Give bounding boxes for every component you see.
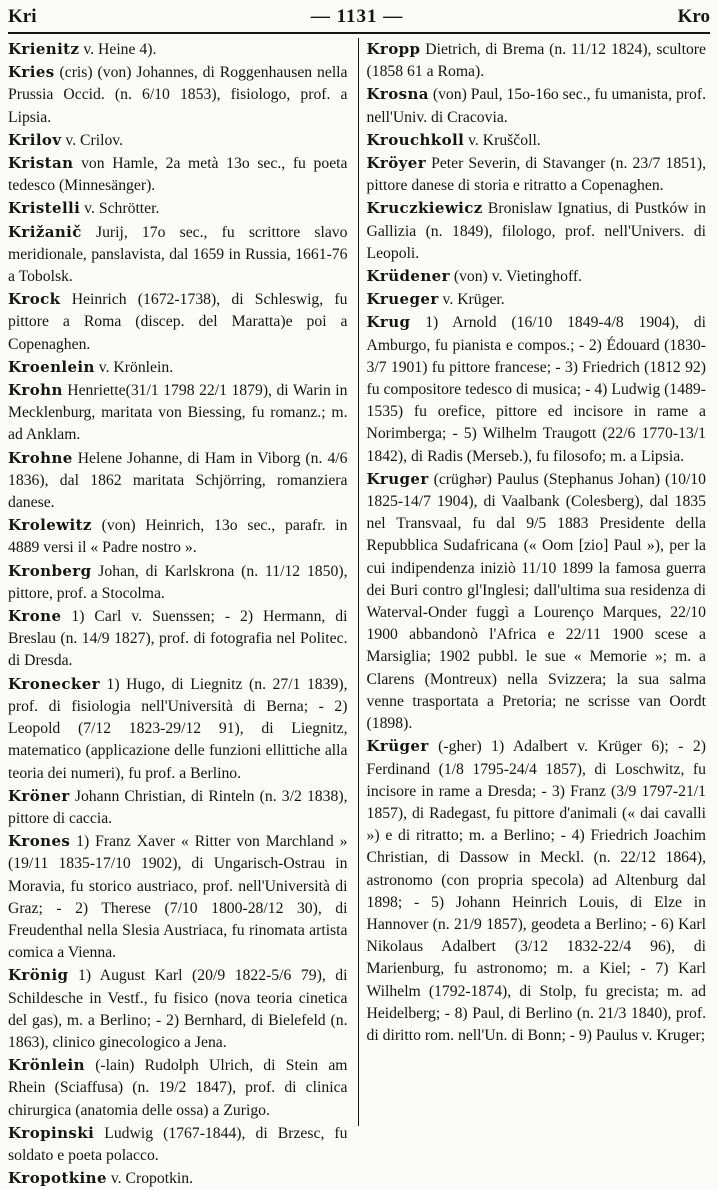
- entry-text: Johan, di Karlskrona (n. 11/12 1850), pittore, prof. a Stocolma.: [8, 562, 348, 602]
- entry-text: Dietrich, di Brema (n. 11/12 1824), scultore (1858 61 a Roma).: [366, 41, 706, 81]
- headword: Krock: [8, 290, 61, 309]
- entry-text: (-gher) 1) Adalbert v. Krüger 6); - 2) Ferdinand (1/8 1795-24/4 1857), di Loschwitz, fu incisore in rame a Dresda; - 3) Franz (3/9 1797-21/1 1857), di Radegast, fu pittore d'animali (« dai cavalli ») e di ritratto; m. a Berlino; - 4) Friedrich Joachim Christian, di Dassow in Meckl. (n. 22/12 1864), astronomo (con propria specola) ad Altenburg dal 1898; - 5) Johann Heinrich Louis, di Elze in Hannover (n. 21/9 1857), geodeta a Berlino; - 6) Karl Nikolaus Adalbert (3/12 1832-22/4 96), di Marienburg, fu astronomo; m. a Kiel; - 7) Karl Wilhelm (1792-1874), di Stolp, fu grecista; m. ad Heidelberg; - 8) Paul, di Berlino (n. 21/3 1840), prof. di diritto rom. nell'Un. di Bonn; - 9) Paulus v. Kruger;: [366, 738, 706, 1044]
- headword: Krohne: [8, 448, 73, 467]
- entry-text: 1) August Karl (20/9 1822-5/6 79), di Schildesche in Vestf., fu fisico (nova teoria cinetica del gas), m. a Berlino; - 2) Bernhard, di Bielefeld (n. 1863), clinico ginecologico a Jena.: [8, 967, 348, 1051]
- headword: Krohn: [8, 381, 63, 400]
- entry: [367, 735, 707, 1047]
- entry-text: Heinrich (1672-1738), di Schleswig, fu pittore a Roma (discep. del Maratta)e poi a Copenaghen.: [8, 291, 348, 353]
- headword: Kropinski: [8, 1123, 95, 1142]
- entry-text: Jurij, 17o sec., fu scrittore slavo meridionale, panslavista, dal 1659 in Russia, 1661-76 a Tobolsk.: [8, 223, 348, 286]
- entry: [367, 152, 707, 197]
- entry-text: Johann Christian, di Rinteln (n. 3/2 1838), pittore di caccia.: [8, 787, 348, 827]
- headword: Krug: [366, 313, 411, 332]
- headword: Kronecker: [8, 674, 100, 693]
- headword: Krouchkoll: [366, 130, 465, 149]
- entry: [8, 221, 348, 289]
- entry: [367, 468, 707, 735]
- entry: [8, 1167, 348, 1190]
- entry-text: 1) Hugo, di Liegnitz (n. 27/1 1839), prof. di fisiologia nell'Università di Berna; - 2) Leopold (7/12 1823-29/12 91), di Liegnitz, matematico (applicazione delle funzioni ellittiche alla teoria dei numeri), fu prof. a Berlino.: [8, 675, 348, 782]
- entry: [8, 1054, 348, 1122]
- headword: Krosna: [366, 85, 429, 104]
- headword: Krienitz: [8, 40, 80, 58]
- entry: [8, 1122, 348, 1167]
- headword: Krolewitz: [8, 516, 92, 535]
- headword: Krüdener: [366, 267, 450, 286]
- entry: [8, 560, 348, 605]
- headword: Krönig: [8, 966, 69, 985]
- entry: [367, 265, 707, 288]
- headword: Kropp: [366, 40, 421, 58]
- entry: [367, 129, 707, 152]
- left-column: [8, 38, 359, 1188]
- headword: Krüger: [366, 737, 429, 756]
- headword: Kruczkiewicz: [366, 199, 483, 218]
- entry-text: v. Schrötter.: [80, 200, 160, 218]
- entry-text: v. Krönlein.: [94, 358, 174, 376]
- entry-text: v. Heine 4).: [79, 41, 157, 58]
- entry: [8, 356, 348, 379]
- entry: [367, 197, 707, 265]
- headword: Kröyer: [366, 154, 427, 173]
- entry: [8, 830, 348, 964]
- headword: Krueger: [366, 290, 439, 309]
- entry: [8, 447, 348, 515]
- entry-text: 1) Franz Xaver « Ritter von Marchland » (19/11 1835-17/10 1902), di Ungarisch-Ostrau in Moravia, fu storico austriaco, prof. nell'Università di Graz; - 2) Therese (7/10 1800-28/12 30), di Freudenthal nella Slesia Austriaca, fu rinomata artista comica a Vienna.: [8, 833, 348, 962]
- right-column: [359, 38, 713, 1126]
- header-left-guide-word: Kri: [8, 6, 37, 27]
- entry-text: Helene Johanne, di Ham in Viborg (n. 4/6 1836), dal 1862 maritata Schjörring, romanziera danese.: [8, 449, 348, 512]
- headword: Krönlein: [8, 1056, 85, 1075]
- entry: [8, 605, 348, 673]
- headword: Kruger: [366, 469, 429, 488]
- entry: [8, 61, 348, 129]
- headword: Kroenlein: [8, 357, 95, 376]
- entry-text: (von) Heinrich, 13o sec., parafr. in 4889 versi il « Padre nostro ».: [8, 517, 348, 557]
- entry: [8, 38, 348, 61]
- entry: [367, 83, 707, 128]
- headword: Krone: [8, 607, 62, 626]
- headword: Krones: [8, 832, 71, 851]
- entry: [8, 785, 348, 830]
- entry: [8, 673, 348, 785]
- entry: [8, 129, 348, 152]
- entry-text: (von) v. Vietinghoff.: [449, 268, 583, 286]
- headword: Kristan: [8, 154, 74, 173]
- headword: Kries: [8, 63, 55, 82]
- entry-text: v. Cropotkin.: [106, 1170, 194, 1188]
- entry-text: von Hamle, 2a metà 13o sec., fu poeta tedesco (Minnesänger).: [8, 155, 348, 195]
- entry: [8, 197, 348, 220]
- entry-text: Bronislaw Ignatius, di Pustków in Gallizia (n. 1849), filologo, prof. nell'Univers. di Leopoli.: [366, 200, 706, 262]
- page-number: — 1131 —: [310, 6, 404, 27]
- headword: Križanič: [8, 222, 82, 241]
- entry: [8, 514, 348, 559]
- entry: [8, 288, 348, 356]
- entry-text: v. Crilov.: [61, 131, 124, 149]
- header-right-guide-word: Kro: [677, 6, 710, 27]
- page-header: [8, 2, 710, 34]
- entry: [367, 288, 707, 311]
- headword: Kristelli: [8, 199, 81, 218]
- entry-text: (crüghər) Paulus (Stephanus Johan) (10/10 1825-14/7 1904), di Vaalbank (Colesberg), dal 1835 nel Transvaal, fu dal 9/5 1883 Presidente della Repubblica Sudafricana (« Oom [zio] Paul »), per la cui indipendenza iniziò 11/10 1899 la famosa guerra dei Buri contro gl'Inglesi; dall'ultima sua residenza di Waterval-Onder fuggì a Lourenço Marques, 22/10 1900 abbandonò l'Africa e 22/11 1900 scese a Marsiglia; 1902 pubbl. le sue « Memorie »; m. a Clarens (Montreux) nella Svizzera; la sua salma venne trasportata a Pretoria; ne scrisse van Oordt (1898).: [366, 470, 706, 733]
- entry-text: v. Krüger.: [438, 291, 505, 309]
- entry-text: Henriette(31/1 1798 22/1 1879), di Warin in Mecklenburg, maritata von Biessing, fu romanz.; m. ad Anklam.: [8, 382, 348, 444]
- text-columns: [8, 38, 712, 1188]
- headword: Krilov: [8, 130, 62, 149]
- entry-text: (-lain) Rudolph Ulrich, di Stein am Rhein (Sciaffusa) (n. 19/2 1847), prof. di clinica chirurgica (anatomia delle ossa) a Zurigo.: [8, 1057, 348, 1119]
- entry: [8, 379, 348, 447]
- entry: [367, 38, 707, 83]
- headword: Kropotkine: [8, 1169, 107, 1188]
- entry-text: (cris) (von) Johannes, di Roggenhausen nella Prussia Occid. (n. 6/10 1853), fisiologo, prof. a Lipsia.: [8, 64, 348, 126]
- entry-text: 1) Arnold (16/10 1849-4/8 1904), di Amburgo, fu pianista e compos.; - 2) Édouard (1830-3/7 1901) fu pittore francese; - 3) Friedrich (1812 92) fu compositore tedesco di musica; - 4) Ludwig (1489-1535) fu orefice, pittore ed incisore in rame a Norimberga; - 5) Wilhelm Traugott (22/6 1770-13/1 1842), di Radis (Merseb.), fu filosofo; m. a Lipsia.: [366, 314, 706, 465]
- entry: [8, 964, 348, 1054]
- entry-text: Ludwig (1767-1844), di Brzesc, fu soldato e poeta polacco.: [8, 1124, 348, 1164]
- entry-text: (von) Paul, 15o-16o sec., fu umanista, prof. nell'Univ. di Cracovia.: [366, 86, 707, 126]
- headword: Kronberg: [8, 561, 92, 580]
- headword: Kröner: [8, 786, 70, 805]
- entry-text: Peter Severin, di Stavanger (n. 23/7 1851), pittore danese di storia e ritratto a Copenaghen.: [366, 155, 706, 195]
- entry: [8, 152, 348, 197]
- entry-text: v. Kruščoll.: [464, 131, 541, 149]
- entry-text: 1) Carl v. Suenssen; - 2) Hermann, di Breslau (n. 14/9 1827), prof. di fotografia nel Politec. di Dresda.: [8, 608, 348, 670]
- entry: [367, 311, 707, 467]
